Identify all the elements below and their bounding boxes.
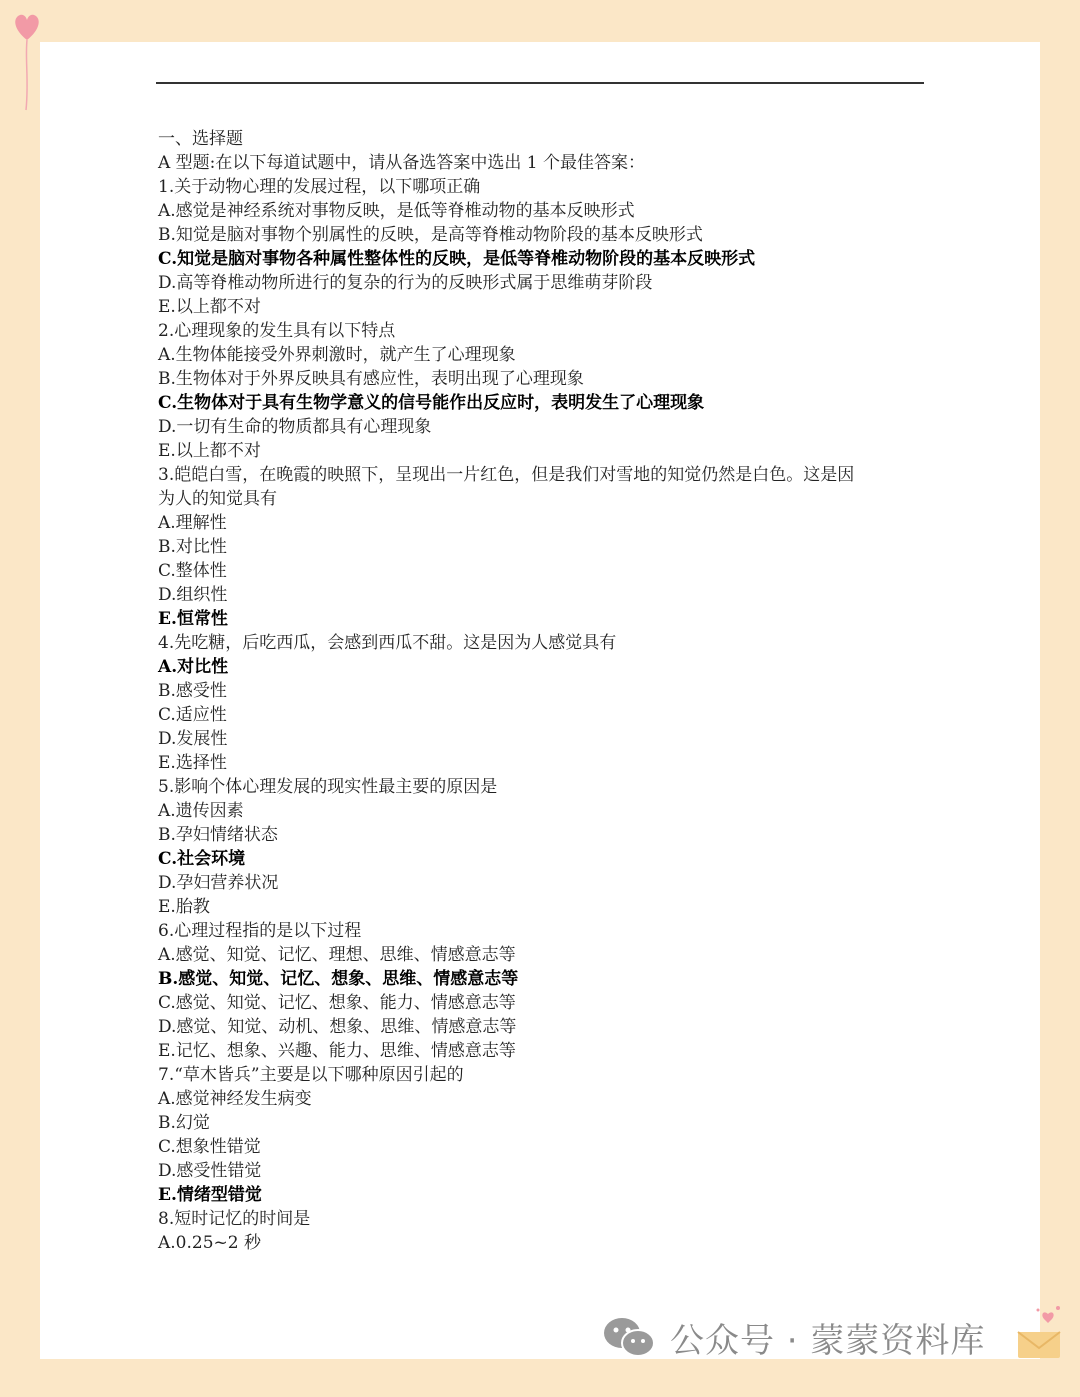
text-line: A.理解性 bbox=[158, 513, 227, 533]
watermark-text: 公众号 · 蒙蒙资料库 bbox=[670, 1320, 986, 1361]
text-line: D.发展性 bbox=[158, 729, 228, 749]
text-line: A.感觉是神经系统对事物反映，是低等脊椎动物的基本反映形式 bbox=[158, 201, 635, 221]
answer-line: A.对比性 bbox=[158, 657, 229, 677]
text-line: D.组织性 bbox=[158, 585, 228, 605]
text-line: C.想象性错觉 bbox=[158, 1137, 261, 1157]
text-line: 2.心理现象的发生具有以下特点 bbox=[158, 321, 396, 341]
text-line: 7.“草木皆兵”主要是以下哪种原因引起的 bbox=[158, 1065, 464, 1085]
answer-line: C.社会环境 bbox=[158, 849, 246, 869]
text-line: D.感觉、知觉、动机、想象、思维、情感意志等 bbox=[158, 1017, 517, 1037]
text-line: B.对比性 bbox=[158, 537, 227, 557]
answer-line: C.生物体对于具有生物学意义的信号能作出反应时，表明发生了心理现象 bbox=[158, 393, 705, 413]
text-line: 6.心理过程指的是以下过程 bbox=[158, 921, 362, 941]
text-line: A.感觉神经发生病变 bbox=[158, 1089, 312, 1109]
text-line: D.一切有生命的物质都具有心理现象 bbox=[158, 417, 432, 437]
text-line: A.感觉、知觉、记忆、理想、思维、情感意志等 bbox=[158, 945, 516, 965]
answer-line: E.情绪型错觉 bbox=[158, 1185, 262, 1205]
text-line: 5.影响个体心理发展的现实性最主要的原因是 bbox=[158, 777, 498, 797]
text-line: A.遗传因素 bbox=[158, 801, 244, 821]
envelope-heart-icon bbox=[1010, 1300, 1070, 1370]
watermark bbox=[600, 1312, 1040, 1362]
question-list bbox=[158, 127, 928, 1255]
text-line: A.生物体能接受外界刺激时，就产生了心理现象 bbox=[158, 345, 516, 365]
text-line: A.0.25~2 秒 bbox=[158, 1233, 261, 1253]
header-rule bbox=[156, 82, 924, 84]
answer-line: C.知觉是脑对事物各种属性整体性的反映，是低等脊椎动物阶段的基本反映形式 bbox=[158, 249, 756, 269]
text-line: C.感觉、知觉、记忆、想象、能力、情感意志等 bbox=[158, 993, 516, 1013]
text-line: B.孕妇情绪状态 bbox=[158, 825, 278, 845]
text-line: 一、选择题 bbox=[158, 129, 243, 149]
text-line: C.适应性 bbox=[158, 705, 227, 725]
text-line: 1.关于动物心理的发展过程，以下哪项正确 bbox=[158, 177, 481, 197]
text-line: 8.短时记忆的时间是 bbox=[158, 1209, 311, 1229]
text-line: D.高等脊椎动物所进行的复杂的行为的反映形式属于思维萌芽阶段 bbox=[158, 273, 653, 293]
text-line: B.生物体对于外界反映具有感应性，表明出现了心理现象 bbox=[158, 369, 584, 389]
text-line: 3.皑皑白雪，在晚霞的映照下，呈现出一片红色，但是我们对雪地的知觉仍然是白色。这是因 bbox=[158, 465, 855, 485]
answer-line: E.恒常性 bbox=[158, 609, 228, 629]
text-line: E.记忆、想象、兴趣、能力、思维、情感意志等 bbox=[158, 1041, 516, 1061]
text-line: E.以上都不对 bbox=[158, 441, 261, 461]
text-line: B.知觉是脑对事物个别属性的反映，是高等脊椎动物阶段的基本反映形式 bbox=[158, 225, 703, 245]
text-line: E.以上都不对 bbox=[158, 297, 261, 317]
text-line: D.感受性错觉 bbox=[158, 1161, 262, 1181]
text-line: 4.先吃糖，后吃西瓜，会感到西瓜不甜。这是因为人感觉具有 bbox=[158, 633, 617, 653]
text-line: C.整体性 bbox=[158, 561, 227, 581]
text-line: 为人的知觉具有 bbox=[158, 489, 277, 509]
text-line: E.选择性 bbox=[158, 753, 227, 773]
wechat-icon bbox=[600, 1315, 658, 1359]
text-line: B.感受性 bbox=[158, 681, 227, 701]
text-line: B.幻觉 bbox=[158, 1113, 210, 1133]
heart-balloon-icon bbox=[10, 10, 44, 120]
answer-line: B.感觉、知觉、记忆、想象、思维、情感意志等 bbox=[158, 969, 519, 989]
text-line: E.胎教 bbox=[158, 897, 210, 917]
text-line: A 型题:在以下每道试题中，请从备选答案中选出 1 个最佳答案： bbox=[158, 153, 646, 173]
text-line: D.孕妇营养状况 bbox=[158, 873, 279, 893]
